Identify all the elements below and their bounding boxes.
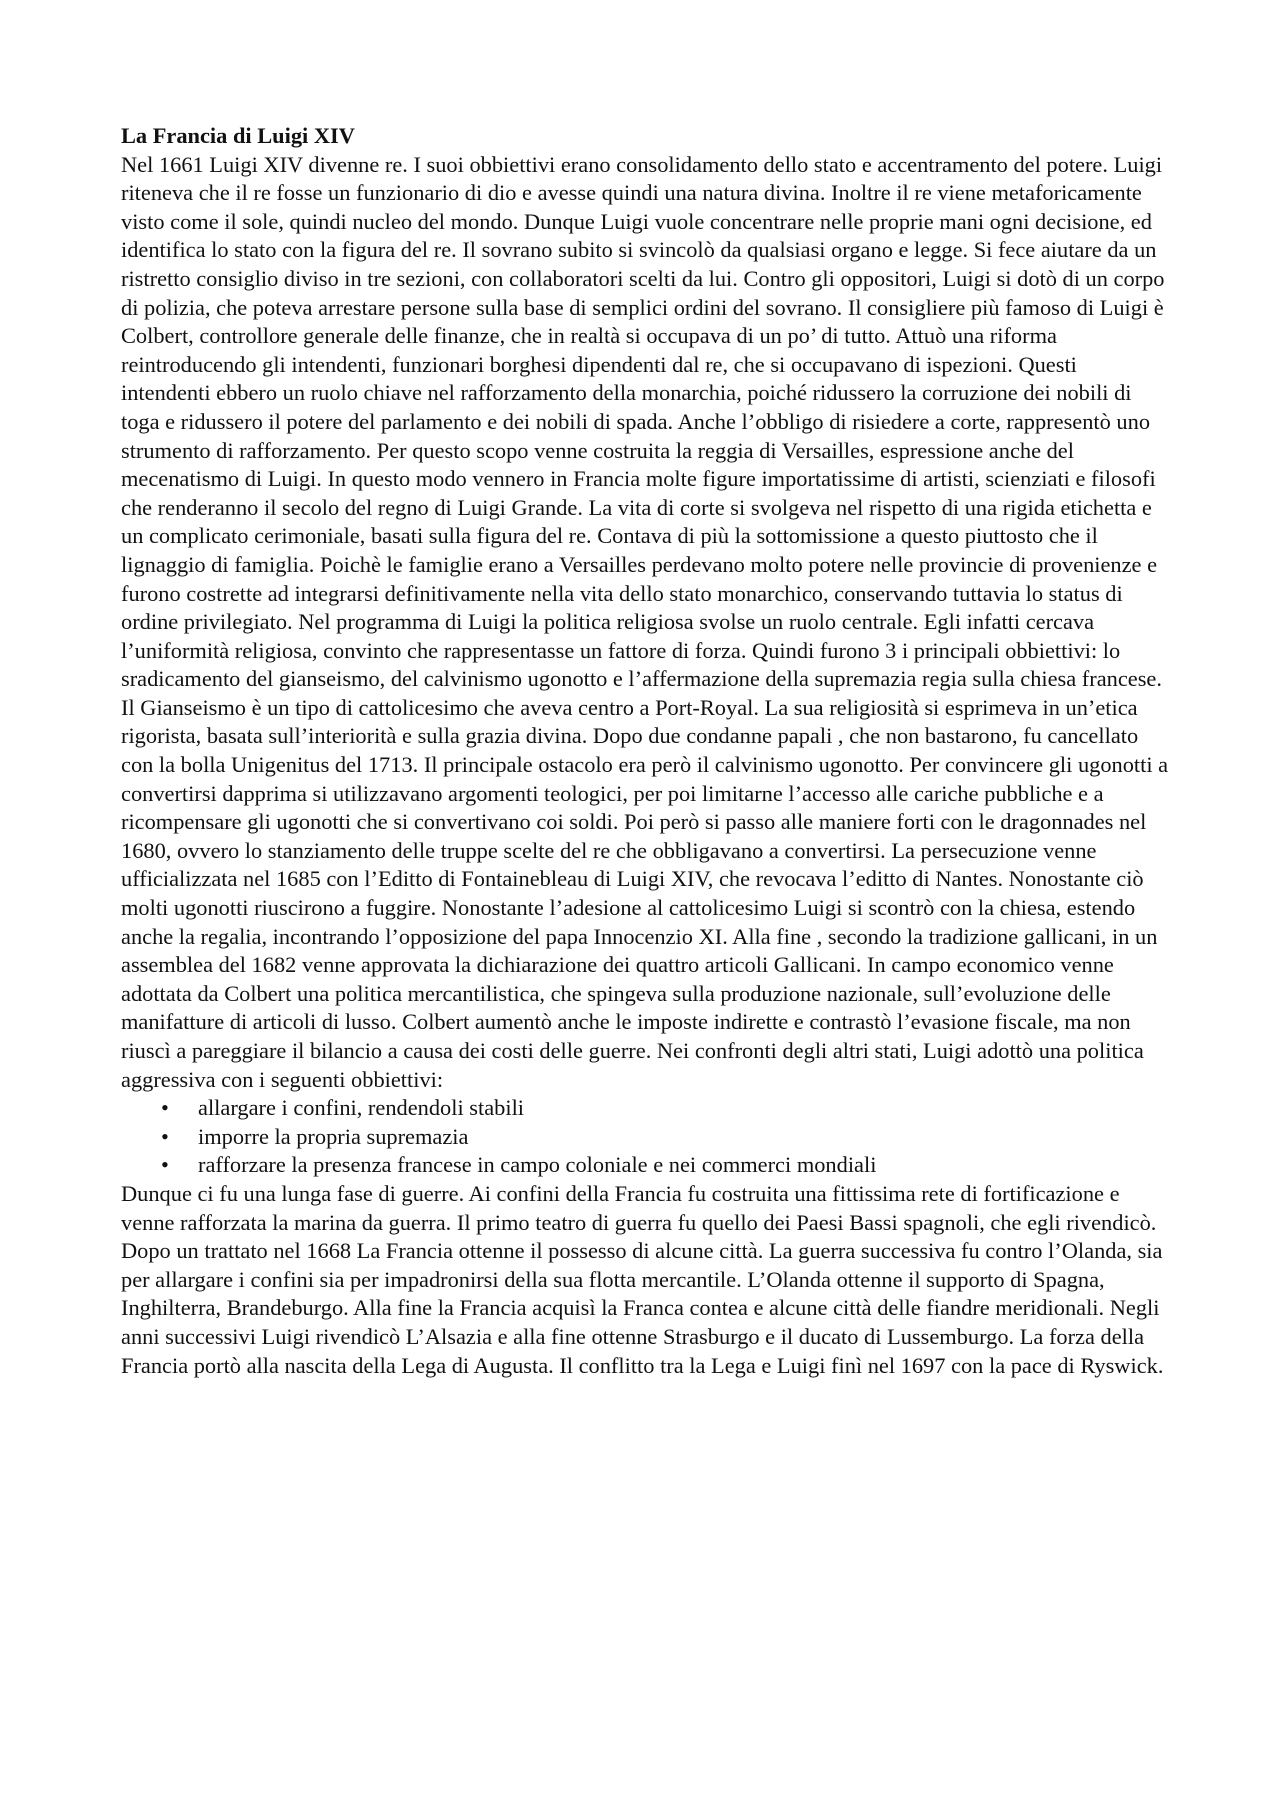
bullet-icon: • bbox=[161, 1123, 169, 1149]
paragraph-1: Nel 1661 Luigi XIV divenne re. I suoi obbiettivi erano consolidamento dello stato e accentramento del potere. Luigi riteneva che il re fosse un funzionario di dio e avesse quindi una natura divina. Inoltre il re viene metaforicamente visto come il sole, quindi nucleo del mondo. Dunque Luigi vuole concentrare nelle proprie mani ogni decisione, ed identifica lo stato con la figura del re. Il sovrano subito si svincolò da qualsiasi organo e legge. Si fece aiutare da un ristretto consiglio diviso in tre sezioni, con collaboratori scelti da lui. Contro gli oppositori, Luigi si dotò di un corpo di polizia, che poteva arrestare persone sulla base di semplici ordini del sovrano. Il consigliere più famoso di Luigi è Colbert, controllore generale delle finanze, che in realtà si occupava di un po’ di tutto. Attuò una riforma reintroducendo gli intendenti, funzionari borghesi dipendenti dal re, che si occupavano di ispezioni. Questi intendenti ebbero un ruolo chiave nel rafforzamento della monarchia, poiché ridussero la corruzione dei nobili di toga e ridussero il potere del parlamento e dei nobili di spada. Anche l’obbligo di risiedere a corte, rappresentò uno strumento di rafforzamento. Per questo scopo venne costruita la reggia di Versailles, espressione anche del mecenatismo di Luigi. In questo modo vennero in Francia molte figure importatissime di artisti, scienziati e filosofi che renderanno il secolo del regno di Luigi Grande. La vita di corte si svolgeva nel rispetto di una rigida etichetta e un complicato cerimoniale, basati sulla figura del re. Contava di più la sottomissione a questo piuttosto che il lignaggio di famiglia. Poichè le famiglie erano a Versailles perdevano molto potere nelle provincie di provenienze e furono costrette ad integrarsi definitivamente nella vita dello stato monarchico, conservando tuttavia lo status di ordine privilegiato. Nel programma di Luigi la politica religiosa svolse un ruolo centrale. Egli infatti cercava l’uniformità religiosa, convinto che rappresentasse un fattore di forza. Quindi furono 3 i principali obbiettivi: lo sradicamento del gianseismo, del calvinismo ugonotto e l’affermazione della supremazia regia sulla chiesa francese. Il Gianseismo è un tipo di cattolicesimo che aveva centro a Port-Royal. La sua religiosità si esprimeva in un’etica rigorista, basata sull’interiorità e sulla grazia divina. Dopo due condanne papali , che non bastarono, fu cancellato con la bolla Unigenitus del 1713. Il principale ostacolo era però il calvinismo ugonotto. Per convincere gli ugonotti a convertirsi dapprima si utilizzavano argomenti teologici, per poi limitarne l’accesso alle cariche pubbliche e a ricompensare gli ugonotti che si convertivano coi soldi. Poi però si passo alle maniere forti con le dragonnades nel 1680, ovvero lo stanziamento delle truppe scelte del re che obbligavano a convertirsi. La persecuzione venne ufficializzata nel 1685 con l’Editto di Fontainebleau di Luigi XIV, che revocava l’editto di Nantes. Nonostante ciò molti ugonotti riuscirono a fuggire. Nonostante l’adesione al cattolicesimo Luigi si scontrò con la chiesa, estendo anche la regalia, incontrando l’opposizione del papa Innocenzio XI. Alla fine , secondo la tradizione gallicani, in un assemblea del 1682 venne approvata la dichiarazione dei quattro articoli Gallicani. In campo economico venne adottata da Colbert una politica mercantilistica, che spingeva sulla produzione nazionale, sull’evoluzione delle manifatture di articoli di lusso. Colbert aumentò anche le imposte indirette e contrastò l’evasione fiscale, ma non riuscì a pareggiare il bilancio a causa dei costi delle guerre. Nei confronti degli altri stati, Luigi adottò una politica aggressiva con i seguenti obbiettivi: bbox=[121, 151, 1169, 1092]
list-item-text: allargare i confini, rendendoli stabili bbox=[198, 1095, 525, 1121]
paragraph-2: Dunque ci fu una lunga fase di guerre. Ai confini della Francia fu costruita una fittissima rete di fortificazione e venne rafforzata la marina da guerra. Il primo teatro di guerra fu quello dei Paesi Bassi spagnoli, che egli rivendicò. Dopo un trattato nel 1668 La Francia ottenne il possesso di alcune città. La guerra successiva fu contro l’Olanda, sia per allargare i confini sia per impadronirsi della sua flotta mercantile. L’Olanda ottenne il supporto di Spagna, Inghilterra, Brandeburgo. Alla fine la Francia acquisì la Franca contea e alcune città delle fiandre meridionali. Negli anni successivi Luigi rivendicò L’Alsazia e alla fine ottenne Strasburgo e il ducato di Lussemburgo. La forza della Francia portò alla nascita della Lega di Augusta. Il conflitto tra la Lega e Luigi finì nel 1697 con la pace di Ryswick. bbox=[121, 1180, 1164, 1378]
objectives-list bbox=[121, 1094, 1171, 1180]
list-item bbox=[121, 1094, 1171, 1123]
document-title: La Francia di Luigi XIV bbox=[121, 123, 355, 148]
bullet-icon: • bbox=[161, 1152, 169, 1178]
document-page bbox=[121, 122, 1171, 1380]
bullet-icon: • bbox=[161, 1095, 169, 1121]
list-item-text: imporre la propria supremazia bbox=[198, 1123, 469, 1149]
list-item bbox=[121, 1123, 1171, 1152]
list-item-text: rafforzare la presenza francese in campo coloniale e nei commerci mondiali bbox=[198, 1152, 877, 1178]
list-item bbox=[121, 1151, 1171, 1180]
